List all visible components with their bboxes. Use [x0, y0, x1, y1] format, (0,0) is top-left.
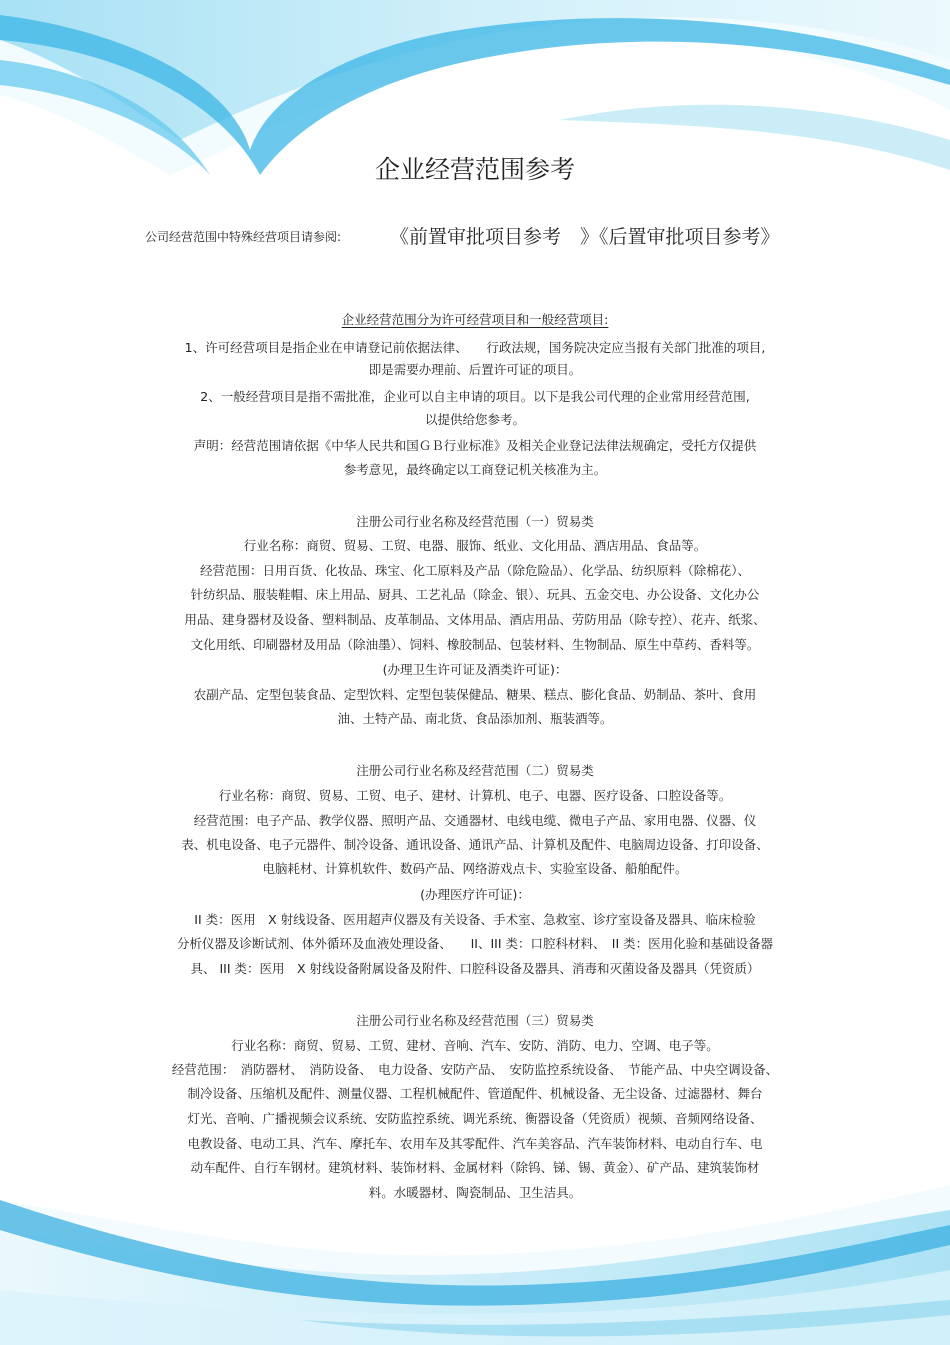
intro-statement-line-1: 声明：经营范围请依据《中华人民共和国ＧＢ行业标准》及相关企业登记法律法规确定，受托方仅提供: [193, 438, 757, 453]
intro-heading: 企业经营范围分为许可经营项目和一般经营项目:: [341, 312, 609, 327]
section-1-scope-line: 针纺织品、服装鞋帽、床上用品、厨具、工艺礼品（除金、银）、玩具、五金交电、办公设备、文化办公: [190, 587, 760, 602]
section-1-permit-heading: (办理卫生许可证及酒类许可证)：: [382, 662, 568, 677]
section-3-scope-line: 电教设备、电动工具、汽车、摩托车、农用车及其零配件、汽车美容品、汽车装饰材料、电动自行车、电: [187, 1136, 763, 1151]
reference-label: 公司经营范围中特殊经营项目请参阅:: [145, 230, 342, 244]
section-2-scope-line: 经营范围：电子产品、教学仪器、照明产品、交通器材、电线电缆、微电子产品、家用电器、仪器、仪: [193, 813, 757, 828]
section-2-scope-line: 电脑耗材、计算机软件、数码产品、网络游戏点卡、实验室设备、船舶配件。: [262, 861, 688, 876]
section-1-scope-line: 用品、建身器材及设备、塑料制品、皮革制品、文体用品、酒店用品、劳防用品（除专控）、花卉、纸浆、: [184, 612, 766, 627]
section-1-permit-line: 农副产品、定型包装食品、定型饮料、定型包装保健品、糖果、糕点、膨化食品、奶制品、茶叶、食用: [193, 687, 757, 702]
section-2-permit-line: 具、 III 类：医用 X 射线设备附属设备及附件、口腔科设备及器具、消毒和灭菌设备及器具（凭资质）: [190, 961, 760, 976]
section-2-permit-line: II 类：医用 X 射线设备、医用超声仪器及有关设备、手术室、急救室、诊疗室设备及器具、临床检验: [194, 912, 756, 927]
section-2-permit-heading: (办理医疗许可证)：: [420, 887, 530, 902]
section-1-scope-line: 文化用纸、印刷器材及用品（除油墨）、饲料、橡胶制品、包装材料、生物制品、原生中草药、香料等。: [190, 637, 760, 652]
section-3-industry: 行业名称：商贸、贸易、工贸、建材、音响、汽车、安防、消防、电力、空调、电子等。: [231, 1038, 719, 1053]
section-3-scope-line: 动车配件、自行车钢材。建筑材料、装饰材料、金属材料（除钨、锑、锡、黄金）、矿产品、建筑装饰材: [190, 1160, 760, 1175]
section-1-scope-line: 经营范围：日用百货、化妆品、珠宝、化工原料及产品（除危险品）、化学品、纺织原料（除棉花）、: [199, 563, 750, 578]
section-3-scope-line: 经营范围： 消防器材、 消防设备、 电力设备、安防产品、 安防监控系统设备、 节能产品、中央空调设备、: [171, 1062, 779, 1077]
intro-paragraph-2-line-1: 2、一般经营项目是指不需批准，企业可以自主申请的项目。以下是我公司代理的企业常用经营范围,: [200, 389, 750, 404]
section-1-industry: 行业名称：商贸、贸易、工贸、电器、服饰、纸业、文化用品、酒店用品、食品等。: [243, 538, 707, 553]
section-3-scope-line: 制冷设备、压缩机及配件、测量仪器、工程机械配件、管道配件、机械设备、无尘设备、过滤器材、舞台: [187, 1086, 763, 1101]
section-3-heading: 注册公司行业名称及经营范围（三）贸易类: [356, 1013, 594, 1028]
section-3-scope-line: 灯光、音响、广播视频会议系统、安防监控系统、调光系统、衡器设备（凭资质）视频、音频网络设备、: [187, 1111, 763, 1126]
section-2-permit-line: 分析仪器及诊断试剂、体外循环及血液处理设备、 II、III 类：口腔科材料、 II 类：医用化验和基础设备器: [176, 936, 774, 951]
section-1-permit-line: 油、土特产品、南北货、食品添加剂、瓶装酒等。: [337, 711, 613, 726]
intro-paragraph-2-line-2: 以提供给您参考。: [424, 412, 525, 427]
intro-paragraph-1-line-2: 即是需要办理前、后置许可证的项目。: [368, 362, 582, 377]
section-2-heading: 注册公司行业名称及经营范围（二）贸易类: [356, 763, 594, 778]
section-1-heading: 注册公司行业名称及经营范围（一）贸易类: [356, 514, 594, 529]
intro-statement-line-2: 参考意见，最终确定以工商登记机关核准为主。: [343, 462, 607, 477]
intro-paragraph-1-line-1: 1、许可经营项目是指企业在申请登记前依据法律、 行政法规，国务院决定应当报有关部门批准的项目,: [184, 340, 766, 355]
section-3-scope-line: 料。水暖器材、陶瓷制品、卫生洁具。: [368, 1185, 582, 1200]
section-2-industry: 行业名称：商贸、贸易、工贸、电子、建材、计算机、电子、电器、医疗设备、口腔设备等。: [218, 788, 732, 803]
reference-links[interactable]: 《前置审批项目参考 》《后置审批项目参考》: [390, 226, 780, 248]
page-title: 企业经营范围参考: [374, 155, 575, 184]
section-2-scope-line: 表、机电设备、电子元器件、制冷设备、通讯设备、通讯产品、计算机及配件、电脑周边设备、打印设备、: [181, 837, 769, 852]
